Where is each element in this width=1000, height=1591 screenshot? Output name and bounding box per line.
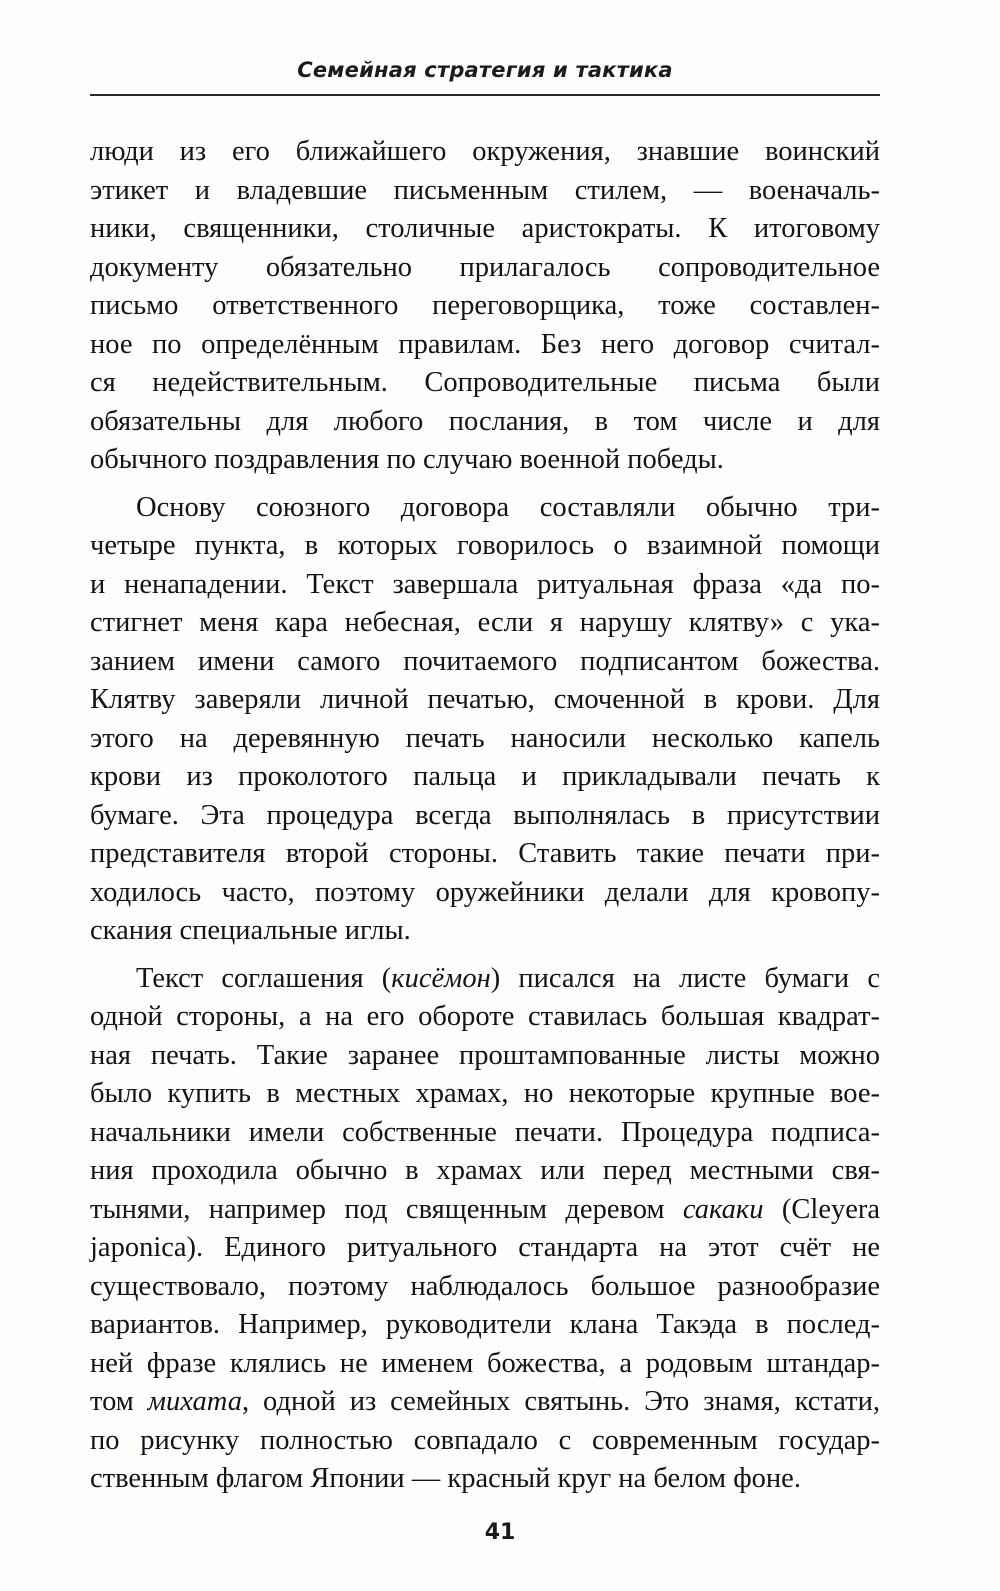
text-line — [90, 249, 880, 288]
text-line — [90, 489, 880, 528]
text-run: ники, священники, столичные аристократы. К итоговому — [90, 213, 880, 244]
text-run: Основу союзного договора составляли обычно три- — [136, 491, 880, 523]
text-line — [90, 172, 880, 211]
paragraph — [90, 133, 880, 480]
text-line — [90, 364, 880, 403]
text-run: ней фразе клялись не именем божества, а родовым штандар- — [90, 1347, 880, 1379]
header-rule — [90, 94, 880, 96]
text-run: , одной из семейных святынь. Это знамя, кстати, — [241, 1386, 880, 1417]
text-run: одной стороны, а на его обороте ставилась большая квадрат- — [90, 1001, 880, 1032]
body-text — [90, 133, 880, 1499]
text-run: вариантов. Например, руководители клана Такэда в послед- — [90, 1309, 880, 1340]
paragraph — [90, 489, 880, 951]
text-line — [90, 1229, 880, 1268]
text-line — [90, 998, 880, 1037]
text-line — [90, 874, 880, 913]
text-run: по рисунку полностью совпадало с современным государ- — [90, 1424, 880, 1456]
text-run: тынями, например под священным деревом — [90, 1193, 683, 1225]
text-run: существовало, поэтому наблюдалось большое разнообразие — [90, 1270, 880, 1302]
text-line — [90, 681, 880, 720]
text-run: бумаге. Эта процедура всегда выполнялась в присутствии — [90, 799, 880, 831]
paragraph — [90, 960, 880, 1499]
text-line — [90, 210, 880, 249]
text-line — [90, 1191, 880, 1230]
text-run: этого на деревянную печать наносили несколько капель — [90, 722, 880, 754]
text-line — [90, 720, 880, 759]
text-run: ) писался на листе бумаги с — [490, 962, 880, 994]
running-head: Семейная стратегия и тактика — [297, 58, 673, 82]
text-run: крови из проколотого пальца и прикладывали печать к — [90, 761, 880, 792]
text-run: документу обязательно прилагалось сопроводительное — [90, 251, 880, 283]
text-line — [90, 1114, 880, 1153]
text-run: занием имени самого почитаемого подписантом божества. — [90, 645, 880, 677]
text-run: люди из его ближайшего окружения, знавшие воинский — [90, 136, 880, 167]
text-line — [90, 527, 880, 566]
text-run: ния проходила обычно в храмах или перед местными свя- — [90, 1155, 880, 1186]
text-line — [90, 835, 880, 874]
text-line — [90, 912, 880, 951]
text-line — [90, 1345, 880, 1384]
text-run: обычного поздравления по случаю военной победы. — [90, 444, 724, 475]
text-line — [90, 326, 880, 365]
text-run: этикет и владевшие письменным стилем, — военачаль- — [90, 174, 880, 206]
italic-term: михата — [147, 1386, 242, 1417]
text-run: было купить в местных храмах, но некоторые крупные вое- — [90, 1078, 880, 1109]
text-run: и ненападении. Текст завершала ритуальная фраза «да по- — [90, 568, 880, 600]
italic-term: сакаки — [682, 1193, 764, 1225]
text-run: скания специальные иглы. — [90, 915, 411, 946]
text-run: стигнет меня кара небесная, если я нарушу клятву» с ука- — [90, 607, 880, 638]
text-run: ходилось часто, поэтому оружейники делали для кровопу- — [90, 876, 880, 908]
text-run: обязательны для любого послания, в том числе и для — [90, 405, 880, 437]
text-run: представителя второй стороны. Ставить такие печати при- — [90, 838, 880, 869]
text-run: ное по определённым правилам. Без него договор считал- — [90, 328, 880, 360]
text-line — [90, 1152, 880, 1191]
italic-term: кисёмон — [391, 962, 491, 994]
text-line — [90, 604, 880, 643]
text-run: письмо ответственного переговорщика, тоже составлен- — [90, 290, 880, 321]
text-line — [90, 1075, 880, 1114]
text-line — [90, 566, 880, 605]
text-run: ственным флагом Японии — красный круг на белом фоне. — [90, 1463, 801, 1494]
text-line — [90, 441, 880, 480]
text-line — [90, 643, 880, 682]
text-run: (Cleyera — [763, 1193, 881, 1225]
text-line — [90, 960, 880, 999]
text-line — [90, 1460, 880, 1499]
text-run: Клятву заверяли личной печатью, смоченной в крови. Для — [90, 684, 880, 715]
page-number: 41 — [484, 1520, 516, 1545]
text-line — [90, 1306, 880, 1345]
text-run: Текст соглашения ( — [136, 962, 392, 994]
text-run: четыре пункта, в которых говорилось о взаимной помощи — [90, 530, 880, 561]
text-line — [90, 403, 880, 442]
text-line — [90, 1422, 880, 1461]
text-line — [90, 133, 880, 172]
text-line — [90, 287, 880, 326]
text-line — [90, 758, 880, 797]
text-line — [90, 797, 880, 836]
text-line — [90, 1268, 880, 1307]
text-run: ная печать. Такие заранее проштампованные листы можно — [90, 1039, 880, 1071]
text-run: начальники имели собственные печати. Процедура подписа- — [90, 1116, 880, 1148]
text-line — [90, 1037, 880, 1076]
text-run: том — [90, 1386, 148, 1417]
text-run: ся недействительным. Сопроводительные письма были — [90, 367, 880, 398]
text-run: japonica). Единого ритуального стандарта на этот счёт не — [90, 1232, 880, 1263]
text-line — [90, 1383, 880, 1422]
